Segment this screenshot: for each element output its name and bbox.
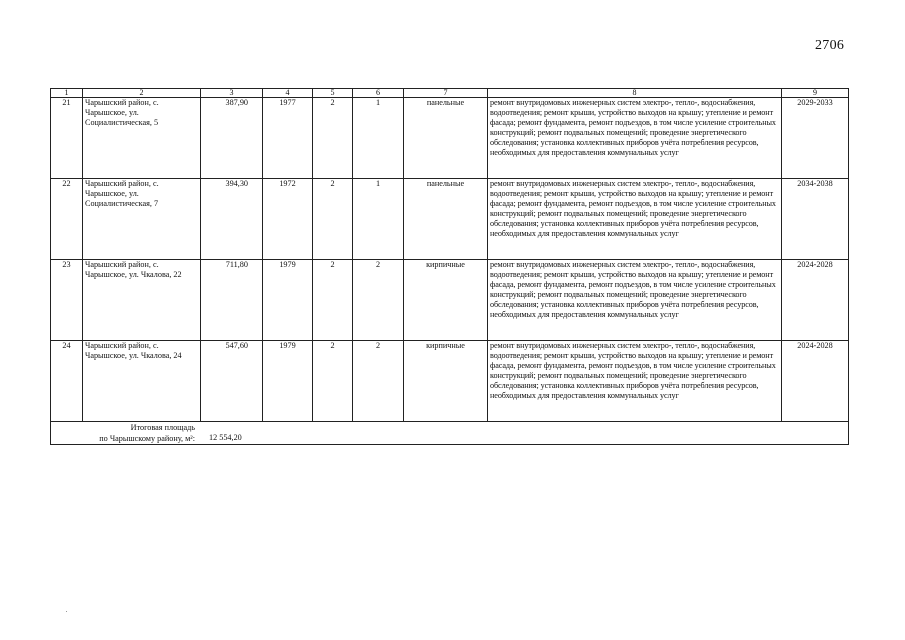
works-cell: ремонт внутридомовых инженерных систем электро-, тепло-, водоснабжения, водоотведения; ремонт крыши, устройство выходов на крышу; утепление и ремонт фасада; ремонт фундамента, ремонт подъездов, в том числе усиление строительных конструкций; ремонт подвальных помещений; проведение энергетического обследования; установка коллективных приборов учёта потребления ресурсов, необходимых для предоставления коммунальных услуг bbox=[488, 179, 782, 260]
total-row bbox=[51, 422, 849, 445]
wall-material-cell: панельные bbox=[404, 98, 488, 179]
year-cell: 1979 bbox=[263, 341, 313, 422]
column-header: 5 bbox=[313, 89, 353, 98]
table-row bbox=[51, 179, 849, 260]
scan-speck bbox=[66, 611, 67, 612]
address-cell: Чарышский район, с. Чарышское, ул. Чкалова, 24 bbox=[83, 341, 201, 422]
column-header: 9 bbox=[782, 89, 849, 98]
column-header: 2 bbox=[83, 89, 201, 98]
column-header: 4 bbox=[263, 89, 313, 98]
total-label bbox=[51, 422, 197, 444]
period-cell: 2034-2038 bbox=[782, 179, 849, 260]
area-cell: 711,80 bbox=[201, 260, 263, 341]
entrances-cell: 1 bbox=[353, 179, 404, 260]
column-header: 8 bbox=[488, 89, 782, 98]
area-cell: 387,90 bbox=[201, 98, 263, 179]
floors-cell: 2 bbox=[313, 260, 353, 341]
total-cell bbox=[51, 422, 849, 445]
period-cell: 2029-2033 bbox=[782, 98, 849, 179]
works-cell: ремонт внутридомовых инженерных систем электро-, тепло-, водоснабжения, водоотведения; ремонт крыши, устройство выходов на крышу; утепление и ремонт фасада, ремонт фундамента, ремонт подъездов, в том числе усиление строительных конструкций; ремонт подвальных помещений; проведение энергетического обследования; установка коллективных приборов учёта потребления ресурсов, необходимых для предоставления коммунальных услуг bbox=[488, 341, 782, 422]
year-cell: 1979 bbox=[263, 260, 313, 341]
address-cell: Чарышский район, с. Чарышское, ул. Чкалова, 22 bbox=[83, 260, 201, 341]
column-header: 1 bbox=[51, 89, 83, 98]
period-cell: 2024-2028 bbox=[782, 341, 849, 422]
address-cell: Чарышский район, с. Чарышское, ул. Социалистическая, 7 bbox=[83, 179, 201, 260]
area-cell: 394,30 bbox=[201, 179, 263, 260]
entrances-cell: 2 bbox=[353, 341, 404, 422]
total-label-line1: Итоговая площадь bbox=[130, 423, 195, 432]
wall-material-cell: кирпичные bbox=[404, 260, 488, 341]
entrances-cell: 1 bbox=[353, 98, 404, 179]
address-cell: Чарышский район, с. Чарышское, ул. Социалистическая, 5 bbox=[83, 98, 201, 179]
column-number-header-row bbox=[51, 89, 849, 98]
total-area-value: 12 554,20 bbox=[209, 433, 242, 442]
row-number: 24 bbox=[51, 341, 83, 422]
period-cell: 2024-2028 bbox=[782, 260, 849, 341]
wall-material-cell: панельные bbox=[404, 179, 488, 260]
table-row bbox=[51, 341, 849, 422]
housing-repair-table bbox=[50, 88, 849, 445]
floors-cell: 2 bbox=[313, 98, 353, 179]
row-number: 22 bbox=[51, 179, 83, 260]
entrances-cell: 2 bbox=[353, 260, 404, 341]
wall-material-cell: кирпичные bbox=[404, 341, 488, 422]
floors-cell: 2 bbox=[313, 179, 353, 260]
works-cell: ремонт внутридомовых инженерных систем электро-, тепло-, водоснабжения, водоотведения; ремонт крыши, устройство выходов на крышу; утепление и ремонт фасада; ремонт фундамента, ремонт подъездов, в том числе усиление строительных конструкций; ремонт подвальных помещений; проведение энергетического обследования; установка коллективных приборов учёта потребления ресурсов, необходимых для предоставления коммунальных услуг bbox=[488, 98, 782, 179]
area-cell: 547,60 bbox=[201, 341, 263, 422]
row-number: 21 bbox=[51, 98, 83, 179]
table-row bbox=[51, 98, 849, 179]
table-row bbox=[51, 260, 849, 341]
floors-cell: 2 bbox=[313, 341, 353, 422]
year-cell: 1972 bbox=[263, 179, 313, 260]
column-header: 3 bbox=[201, 89, 263, 98]
column-header: 7 bbox=[404, 89, 488, 98]
total-label-line2: по Чарышскому району, м²: bbox=[99, 434, 195, 443]
column-header: 6 bbox=[353, 89, 404, 98]
works-cell: ремонт внутридомовых инженерных систем электро-, тепло-, водоснабжения, водоотведения; ремонт крыши, устройство выходов на крышу; утепление и ремонт фасада, ремонт фундамента, ремонт подъездов, в том числе усиление строительных конструкций; ремонт подвальных помещений; проведение энергетического обследования; установка коллективных приборов учёта потребления ресурсов, необходимых для предоставления коммунальных услуг bbox=[488, 260, 782, 341]
year-cell: 1977 bbox=[263, 98, 313, 179]
row-number: 23 bbox=[51, 260, 83, 341]
page-number: 2706 bbox=[815, 38, 845, 53]
